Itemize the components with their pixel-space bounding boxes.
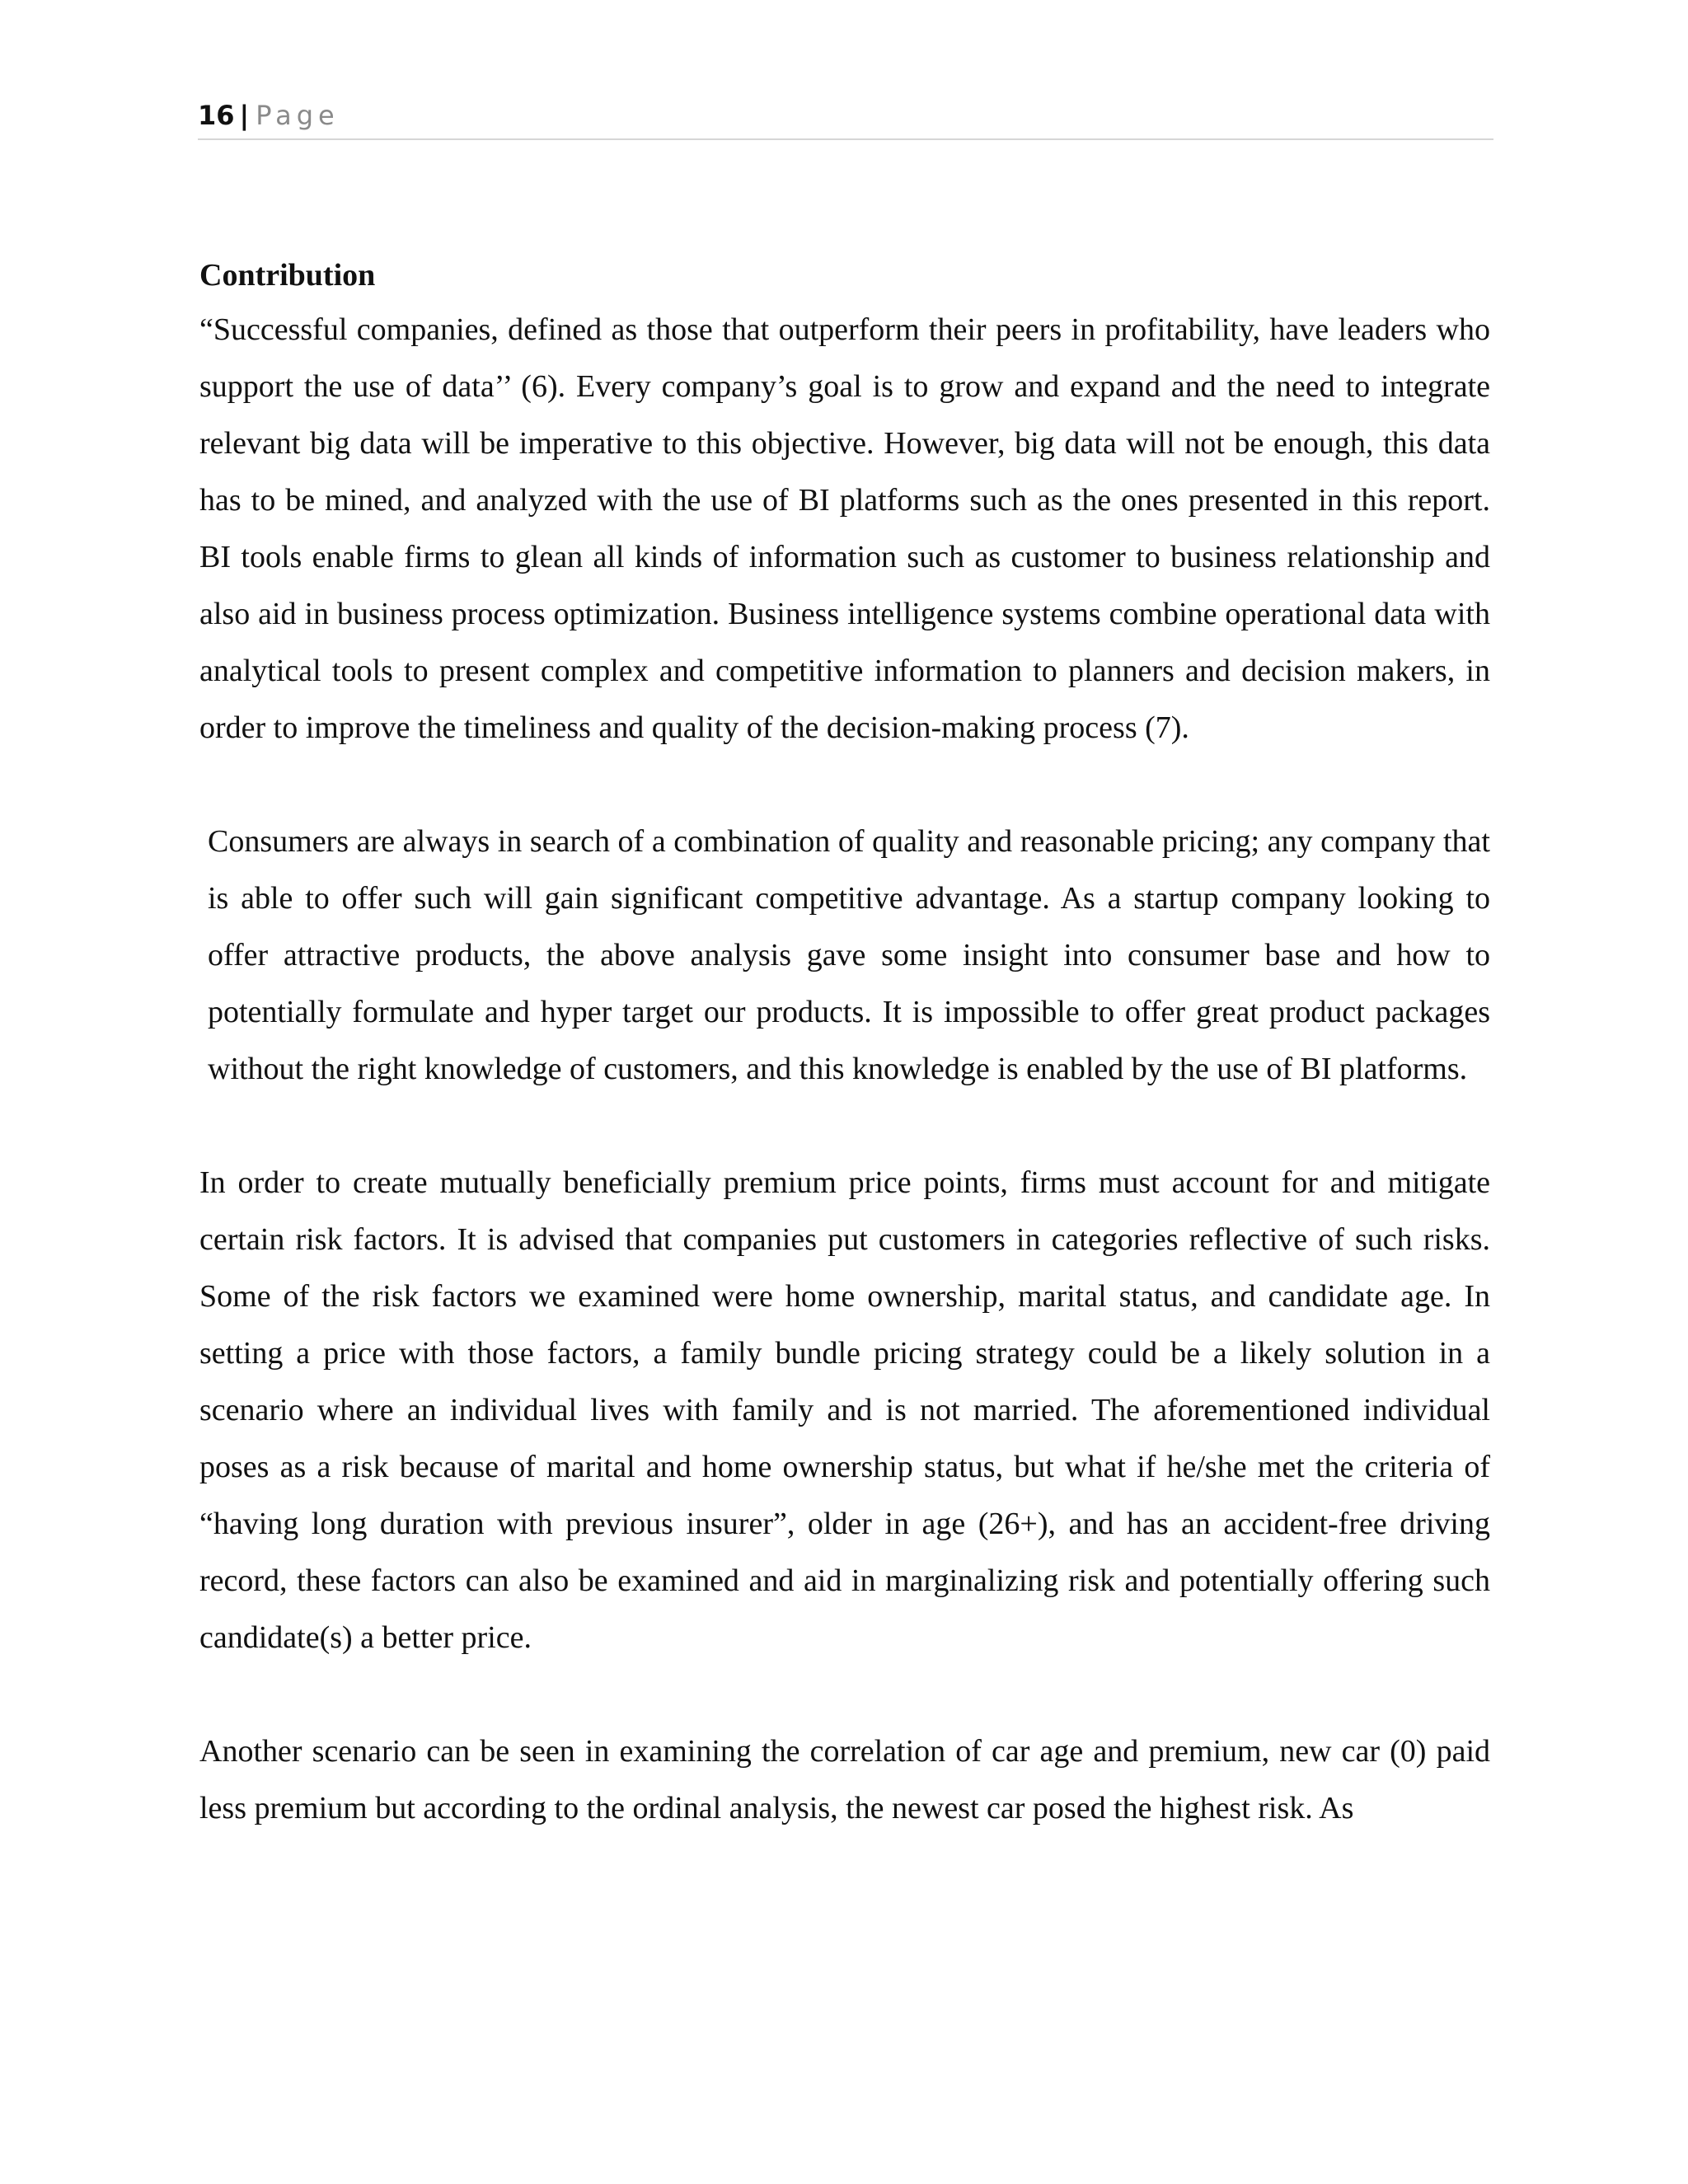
paragraph-3: In order to create mutually beneficially premium price points, firms must account for and mitigate certain risk factors. It is advised that companies put customers in categories reflective of such risks. Some of the risk factors we examined were home ownership, marital status, and candidate age. In setting a price with those factors, a family bundle pricing strategy could be a likely solution in a scenario where an individual lives with family and is not married. The aforementioned individual poses as a risk because of marital and home ownership status, but what if he/she met the criteria of “having long duration with previous insurer”, older in age (26+), and has an accident-free driving record, these factors can also be examined and aid in marginalizing risk and potentially offering such candidate(s) a better price. xyxy=(199,1165,1490,1655)
paragraph-2: Consumers are always in search of a combination of quality and reasonable pricing; any company that is able to offer such will gain significant competitive advantage. As a startup company looking to offer attractive products, the above analysis gave some insight into consumer base and how to potentially formulate and hyper target our products. It is impossible to offer great product packages without the right knowledge of customers, and this knowledge is enabled by the use of BI platforms. xyxy=(208,824,1490,1086)
document-body xyxy=(199,249,1490,1837)
paragraph-1: “Successful companies, defined as those that outperform their peers in profitability, have leaders who support the use of data’’ (6). Every company’s goal is to grow and expand and the need to integrate relevant big data will be imperative to this objective. However, big data will not be enough, this data has to be mined, and analyzed with the use of BI platforms such as the ones presented in this report. BI tools enable firms to glean all kinds of information such as customer to business relationship and also aid in business process optimization. Business intelligence systems combine operational data with analytical tools to present complex and competitive information to planners and decision makers, in order to improve the timeliness and quality of the decision-making process (7). xyxy=(199,312,1490,745)
paragraph-4: Another scenario can be seen in examining the correlation of car age and premium, new car (0) paid less premium but according to the ordinal analysis, the newest car posed the highest risk. As xyxy=(199,1734,1490,1825)
page-separator: | xyxy=(239,100,250,131)
page-header xyxy=(198,92,1493,140)
section-title: Contribution xyxy=(199,258,376,293)
page-label: Page xyxy=(256,100,340,131)
page-number: 16 xyxy=(198,100,235,131)
